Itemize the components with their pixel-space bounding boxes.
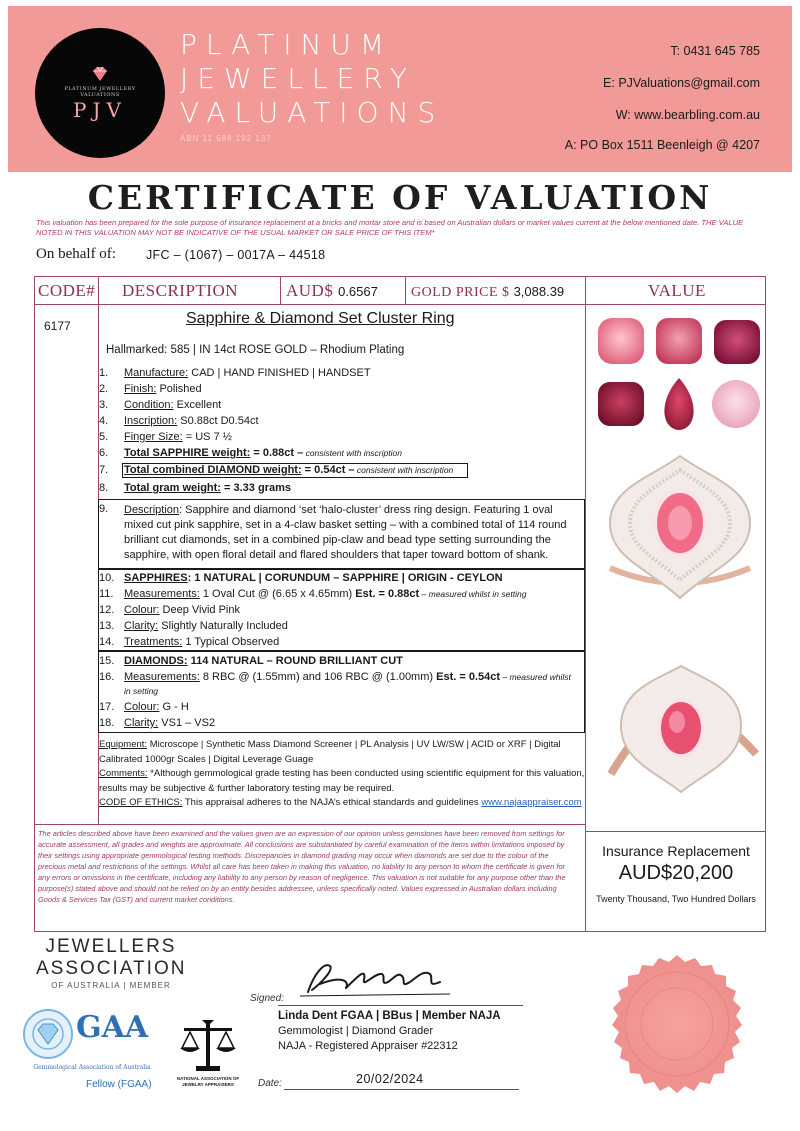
gem-pink-cushion — [656, 318, 702, 364]
aud-value: 0.6567 — [338, 284, 378, 299]
col-description: DESCRIPTION — [122, 281, 239, 300]
brand-name — [180, 28, 444, 130]
signer-registration: NAJA - Registered Appraiser #22312 — [278, 1040, 458, 1052]
hallmark: Hallmarked: 585 | IN 14ct ROSE GOLD – Rhodium Plating — [106, 344, 405, 356]
gaa-fullname: Gemmological Association of Australia — [33, 1064, 151, 1071]
insurance-amount: AUD$20,200 — [618, 862, 734, 884]
signature-line — [278, 1005, 523, 1006]
signed-label: Signed: — [250, 993, 284, 1004]
diamond-icon — [90, 64, 110, 84]
col-divider — [585, 276, 586, 932]
item-title: Sapphire & Diamond Set Cluster Ring — [186, 310, 455, 327]
jewellers-association-logo — [36, 936, 186, 980]
gem-pale-round — [712, 380, 760, 428]
ring-top-view-photo — [600, 448, 760, 638]
loose-gems-photo — [594, 312, 764, 442]
section-divider — [34, 824, 585, 825]
value-divider — [585, 831, 766, 832]
sapphires-heading: 10. SAPPHIRES: 1 NATURAL | CORUNDUM – SAPPHIRE | ORIGIN - CEYLON — [99, 572, 503, 584]
gem-dark-red-cushion — [598, 382, 644, 426]
on-behalf-label: On behalf of: — [36, 246, 116, 262]
gaa-fellow: Fellow (FGAA) — [86, 1079, 152, 1090]
naja-scales-icon — [178, 1018, 238, 1074]
gaa-emblem-icon — [22, 1008, 74, 1060]
naja-fullname: NATIONAL ASSOCIATION OF JEWELRY APPRAISERS — [176, 1076, 240, 1087]
contact-website[interactable]: W: www.bearbling.com.au — [615, 108, 760, 122]
gem-light-pink — [598, 318, 644, 364]
item-code: 6177 — [44, 319, 71, 333]
diamond-measurements: 16. Measurements: 8 RBC @ (1.55mm) and 106 RBC @ (1.00mm) Est. = 0.54ct – measured whilst — [99, 671, 571, 683]
brand-line: VALUATIONS — [180, 96, 445, 129]
legal-disclaimer: The articles described above have been examined and the values given are an expression of our opinion unless gemstones have been removed from settings for accurate assessment, all grades and weights are approximate. All conclusions are substantiated by careful examination of the items within limitations imposed by their settings using appropriate gemmological testing methods. Discrepancies in diamond grading may occur when diamonds are set due to the colour of the precious metal and restrictions of the settings. Whilst all care has been taken in making this valuation, no liability to any person to whom the certificate is given for any errors or omissions in the certificate, including any liability to any person by reason of negligence. This valuation is not suitable for any purpose other than the purpose(s) stated above and should not be relied on by an entity besides addressee, unless specifically noted. Values expressed in Australian dollars including Goods & Services Tax (GST) and current market conditions. — [38, 829, 566, 904]
brand-line: JEWELLERY — [180, 62, 416, 95]
description-text: Description: Sapphire and diamond ‘set ‘halo-cluster’ dress ring design. Featuring 1 oval mixed cut pink sapphire, set in a 4-claw basket setting – with a combined total of 114 round brilliant cut diamonds, set in a combined pip-claw and bead type setting surrounding the sapphire, with open floral detail and flared shoulders that taper toward bottom of shank. — [124, 504, 567, 561]
col-divider — [405, 276, 406, 304]
ring-center-highlight — [668, 506, 692, 540]
on-behalf-value: JFC – (1067) – 0017A – 44518 — [146, 248, 326, 262]
col-value: VALUE — [648, 281, 706, 300]
ja-member: OF AUSTRALIA | MEMBER — [51, 981, 171, 990]
diamonds-heading: 15. DIAMONDS: 114 NATURAL – ROUND BRILLIANT CUT — [99, 655, 403, 667]
spec-row-finger-size: 5. Finger Size: = US 7 ½ — [99, 431, 232, 443]
contact-phone: T: 0431 645 785 — [670, 44, 760, 58]
equipment-line: Equipment: Microscope | Synthetic Mass Diamond Screener | PL Analysis | UV LW/SW | ACID or XRF | Digital Calibrated 1000gr Scales | Digital Leverage Guage — [99, 739, 561, 765]
spec-row-condition: 3. Condition: Excellent — [99, 399, 222, 411]
sapphire-colour: 12. Colour: Deep Vivid Pink — [99, 604, 240, 616]
sapphire-treatments: 14. Treatments: 1 Typical Observed — [99, 636, 280, 648]
gold-value: 3,088.39 — [513, 284, 565, 299]
sapphire-measurements: 11. Measurements: 1 Oval Cut @ (6.65 x 4.65mm) Est. = 0.88ct – measured whilst in setting — [99, 588, 527, 600]
logo-initials: PJV — [73, 98, 127, 122]
signer-name: Linda Dent FGAA | BBus | Member NAJA — [278, 1010, 501, 1022]
letterhead-band — [8, 6, 792, 172]
gem-pear — [664, 378, 693, 430]
ring-sapphire-highlight — [669, 711, 685, 733]
brand-line: PLATINUM — [180, 28, 394, 61]
gold-label: GOLD PRICE $ — [411, 285, 510, 300]
insurance-title: Insurance Replacement — [602, 843, 750, 859]
ring-angle-view-photo — [606, 654, 761, 819]
spec-row-diamond-weight: 7. Total combined DIAMOND weight: = 0.54ct – consistent with inscription — [99, 464, 454, 476]
header-divider — [34, 304, 766, 305]
spec-row-manufacture: 1. Manufacture: CAD | HAND FINISHED | HANDSET — [99, 367, 371, 379]
spec-row-gram-weight: 8. Total gram weight: = 3.33 grams — [99, 482, 291, 494]
spec-row-inscription: 4. Inscription: S0.88ct D0.54ct — [99, 415, 259, 427]
spec-row-finish: 2. Finish: Polished — [99, 383, 202, 395]
date-label: Date: — [258, 1078, 282, 1089]
col-divider — [280, 276, 281, 304]
contact-email[interactable]: E: PJValuations@gmail.com — [603, 76, 760, 90]
sapphire-clarity: 13. Clarity: Slightly Naturally Included — [99, 620, 288, 632]
comments-line: Comments: *Although gemmological grade testing has been conducted using scientific equipment for this valuation, results may be subjective & further laboratory testing may be required. — [99, 768, 585, 794]
pjv-logo — [35, 28, 165, 158]
gem-magenta-cushion — [714, 320, 760, 364]
signature-image — [290, 954, 460, 1002]
naja-link[interactable]: www.najaappraiser.com — [481, 797, 582, 808]
description-num: 9. — [99, 503, 109, 515]
col-gold-price — [411, 284, 564, 301]
gaa-logo: GAA — [76, 1010, 149, 1045]
col-code: CODE# — [38, 281, 96, 300]
signer-role: Gemmologist | Diamond Grader — [278, 1025, 434, 1037]
ethics-line: CODE OF ETHICS: This appraisal adheres to the NAJA’s ethical standards and guidelines www.najaappraiser.com — [99, 797, 582, 808]
logo-ring-text: PLATINUM JEWELLERY VALUATIONS — [64, 86, 136, 98]
diamond-measure-note: in setting — [124, 686, 159, 696]
diamond-colour: 17. Colour: G - H — [99, 701, 189, 713]
equipment-notes — [99, 738, 585, 811]
date-line — [284, 1089, 519, 1090]
company-seal — [596, 942, 758, 1104]
ja-line: JEWELLERS — [45, 936, 177, 957]
contact-address: A: PO Box 1511 Beenleigh @ 4207 — [564, 138, 760, 152]
insurance-amount-words: Twenty Thousand, Two Hundred Dollars — [596, 894, 756, 904]
aud-label: AUD$ — [286, 281, 334, 300]
diamond-clarity: 18. Clarity: VS1 – VS2 — [99, 717, 216, 729]
abn-number: ABN 11 588 192 137 — [180, 134, 272, 143]
disclaimer-text: This valuation has been prepared for the sole purpose of insurance replacement at a bricks and mortar store and is based on Australian dollars or market values current at the below mentioned date. THE VALUE NOTED IN THIS VALUATION MAY NOT BE INDICATIVE OF THE USUAL MARKET OR SALE PRICE OF THIS ITEM* — [36, 218, 744, 237]
ja-line: ASSOCIATION — [36, 958, 187, 979]
page-title: CERTIFICATE OF VALUATION — [87, 178, 713, 217]
valuation-date: 20/02/2024 — [356, 1072, 424, 1086]
spec-row-sapphire-weight: 6. Total SAPPHIRE weight: = 0.88ct – consistent with inscription — [99, 447, 402, 459]
col-aud — [286, 281, 378, 301]
